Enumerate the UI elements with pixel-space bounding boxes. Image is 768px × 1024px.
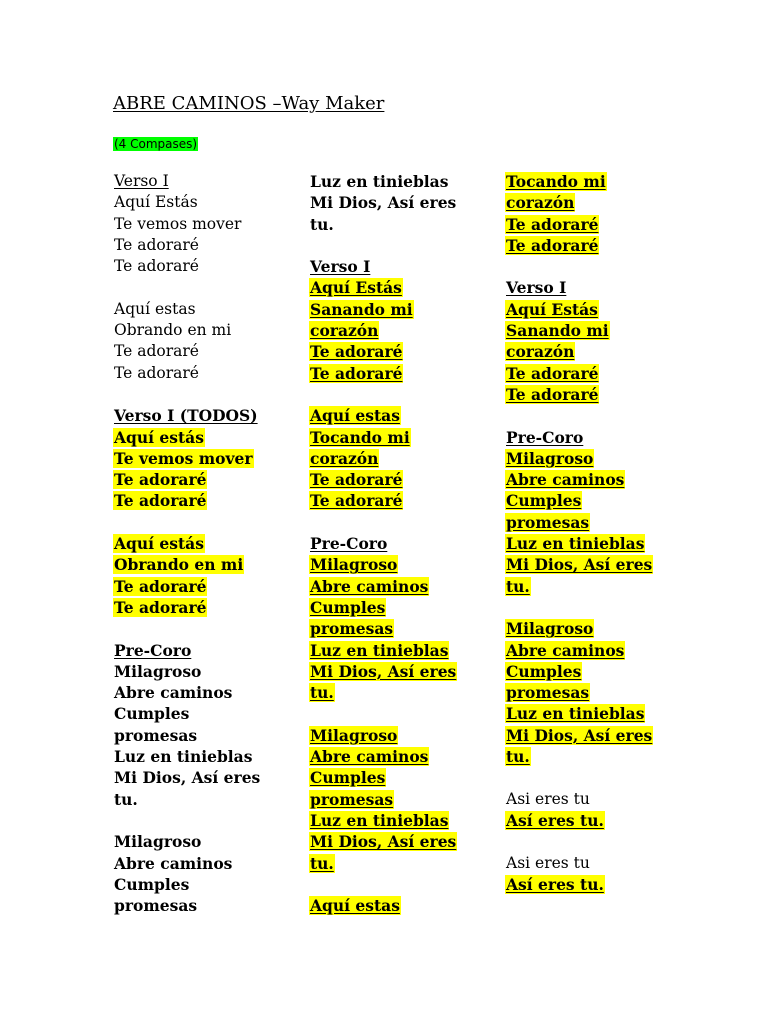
lyric-line xyxy=(505,640,695,661)
lyric-line xyxy=(113,214,303,235)
lyric-line xyxy=(505,512,695,533)
lyric-text: Te adoraré xyxy=(506,235,599,255)
lyric-text: Aquí estas xyxy=(310,406,400,426)
lyric-text: Te adoraré xyxy=(114,342,199,361)
blank-line xyxy=(113,384,303,405)
blank-line xyxy=(113,618,303,639)
lyric-text: Aquí Estás xyxy=(310,278,402,298)
lyric-text: Mi Dios, Así eres xyxy=(310,661,457,681)
lyric-text: Asi eres tu xyxy=(506,789,590,808)
blank-line xyxy=(505,256,695,277)
lyric-line xyxy=(309,661,499,682)
lyric-text: Cumples xyxy=(114,874,190,894)
lyric-text: Te vemos mover xyxy=(114,214,242,233)
blank-line xyxy=(309,874,499,895)
lyric-text: Mi Dios, Así eres xyxy=(310,193,457,213)
lyric-text: Aquí estas xyxy=(310,896,400,916)
lyric-text: Milagroso xyxy=(506,619,594,639)
lyric-text: Obrando en mi xyxy=(114,555,244,575)
lyric-line xyxy=(309,341,499,362)
blank-line xyxy=(309,384,499,405)
lyric-text: corazón xyxy=(506,193,575,213)
lyric-line xyxy=(113,363,303,384)
lyric-text: Abre caminos xyxy=(310,747,429,767)
lyric-line xyxy=(113,235,303,256)
lyric-text: Aquí Estás xyxy=(114,193,198,212)
lyric-line xyxy=(309,554,499,575)
blank-line xyxy=(505,831,695,852)
lyric-line xyxy=(505,320,695,341)
lyric-line xyxy=(505,341,695,362)
section-heading xyxy=(309,533,499,554)
measures-note: (4 Compases) xyxy=(114,137,198,151)
lyric-line xyxy=(113,874,303,895)
lyric-line xyxy=(505,661,695,682)
lyric-text: Luz en tinieblas xyxy=(114,747,253,767)
lyric-line xyxy=(113,448,303,469)
lyric-text: Tocando mi xyxy=(506,172,606,191)
lyric-line xyxy=(113,576,303,597)
lyric-text: promesas xyxy=(506,683,590,703)
lyric-text: Verso I (TODOS) xyxy=(114,406,258,426)
lyric-line xyxy=(505,874,695,895)
lyric-text: Pre-Coro xyxy=(114,640,192,660)
lyric-text: Cumples xyxy=(310,768,386,788)
lyric-line xyxy=(505,299,695,320)
lyric-line xyxy=(505,192,695,213)
lyric-text: promesas xyxy=(506,512,590,532)
lyric-line xyxy=(113,895,303,916)
lyric-text: Te adoraré xyxy=(506,363,599,383)
lyric-text: Aquí estás xyxy=(114,427,204,447)
lyric-text: Abre caminos xyxy=(506,640,625,660)
lyric-text: corazón xyxy=(310,321,379,341)
lyric-line xyxy=(309,853,499,874)
lyric-line xyxy=(309,490,499,511)
lyric-text: Abre caminos xyxy=(114,853,233,873)
lyric-text: Verso I xyxy=(310,257,371,277)
lyric-text: tu. xyxy=(506,747,530,767)
blank-line xyxy=(113,277,303,298)
lyric-text: corazón xyxy=(506,342,575,362)
blank-line xyxy=(505,767,695,788)
lyric-line xyxy=(113,831,303,852)
lyric-text: Aquí Estás xyxy=(506,299,598,319)
lyric-text: tu. xyxy=(310,214,334,234)
lyric-text: Te adoraré xyxy=(114,491,207,511)
lyric-text: promesas xyxy=(310,619,394,639)
lyric-text: Sanando mi xyxy=(506,321,609,341)
lyric-text: Te vemos mover xyxy=(114,448,253,468)
lyric-line xyxy=(113,682,303,703)
lyrics-column-1 xyxy=(113,171,303,916)
lyric-line xyxy=(309,682,499,703)
blank-line xyxy=(505,597,695,618)
blank-line xyxy=(113,810,303,831)
lyric-text: Luz en tinieblas xyxy=(310,172,449,191)
lyric-line xyxy=(505,214,695,235)
lyric-line xyxy=(505,810,695,831)
lyric-line xyxy=(309,448,499,469)
lyric-text: Milagroso xyxy=(506,448,594,468)
lyric-text: Te adoraré xyxy=(114,257,199,276)
lyric-line xyxy=(113,703,303,724)
lyric-text: Obrando en mi xyxy=(114,321,232,340)
lyric-line xyxy=(113,554,303,575)
lyric-line xyxy=(113,490,303,511)
section-heading xyxy=(309,256,499,277)
lyric-line xyxy=(505,533,695,554)
blank-line xyxy=(309,235,499,256)
lyric-line xyxy=(309,810,499,831)
lyric-line xyxy=(505,618,695,639)
lyric-line xyxy=(309,767,499,788)
lyric-text: Verso I xyxy=(506,278,567,298)
lyric-line xyxy=(309,192,499,213)
lyrics-column-2 xyxy=(309,171,499,916)
lyric-line xyxy=(113,746,303,767)
lyric-line xyxy=(505,384,695,405)
lyric-text: Cumples xyxy=(114,704,190,724)
lyric-text: Asi eres tu xyxy=(506,853,590,872)
lyric-line xyxy=(309,597,499,618)
lyric-line xyxy=(113,661,303,682)
lyric-line xyxy=(505,469,695,490)
lyric-text: corazón xyxy=(310,448,379,468)
section-heading xyxy=(505,277,695,298)
lyric-text: promesas xyxy=(310,789,394,809)
lyric-text: Milagroso xyxy=(114,661,202,681)
lyric-line xyxy=(113,256,303,277)
lyric-line xyxy=(113,533,303,554)
lyric-line xyxy=(309,277,499,298)
blank-line xyxy=(309,512,499,533)
lyric-line xyxy=(113,767,303,788)
lyric-line xyxy=(113,299,303,320)
lyric-text: Luz en tinieblas xyxy=(310,810,449,830)
lyric-text: Luz en tinieblas xyxy=(310,640,449,660)
lyric-text: Aquí estas xyxy=(114,299,196,318)
lyric-text: Aquí estás xyxy=(114,534,204,554)
lyric-text: Te adoraré xyxy=(114,363,199,382)
section-heading xyxy=(113,640,303,661)
lyric-text: Cumples xyxy=(310,597,386,617)
lyric-line xyxy=(505,725,695,746)
lyric-line xyxy=(505,448,695,469)
lyric-text: tu. xyxy=(310,853,334,873)
lyric-line xyxy=(309,746,499,767)
lyric-text: Así eres tu. xyxy=(506,810,604,830)
lyric-line xyxy=(309,469,499,490)
lyric-line xyxy=(309,299,499,320)
lyric-text: Te adoraré xyxy=(506,384,599,404)
lyric-text: Pre-Coro xyxy=(310,534,388,554)
lyric-line xyxy=(309,427,499,448)
lyric-line xyxy=(505,490,695,511)
lyric-text: tu. xyxy=(506,576,530,596)
lyric-text: Milagroso xyxy=(310,555,398,575)
lyric-line xyxy=(309,640,499,661)
lyric-text: Te adoraré xyxy=(310,363,403,383)
lyric-text: Pre-Coro xyxy=(506,427,584,447)
lyric-line xyxy=(505,363,695,384)
lyric-line xyxy=(505,554,695,575)
lyric-line xyxy=(113,853,303,874)
lyric-line xyxy=(113,192,303,213)
lyric-text: Milagroso xyxy=(310,725,398,745)
lyric-text: Abre caminos xyxy=(506,470,625,490)
lyric-text: Cumples xyxy=(506,491,582,511)
lyric-text: Verso I xyxy=(114,172,169,190)
lyric-text: Te adoraré xyxy=(506,214,599,234)
lyric-line xyxy=(309,789,499,810)
document-title: ABRE CAMINOS –Way Maker xyxy=(113,93,385,114)
lyric-line xyxy=(309,725,499,746)
lyric-line xyxy=(309,831,499,852)
section-heading xyxy=(113,171,303,192)
lyric-text: Te adoraré xyxy=(310,342,403,362)
section-heading xyxy=(113,405,303,426)
lyric-text: Así eres tu. xyxy=(506,874,604,894)
lyric-line xyxy=(113,597,303,618)
lyric-text: Abre caminos xyxy=(310,576,429,596)
lyric-text: Luz en tinieblas xyxy=(506,704,645,724)
lyric-text: tu. xyxy=(310,683,334,703)
lyric-text: Te adoraré xyxy=(114,576,207,596)
lyric-line xyxy=(113,341,303,362)
lyric-text: promesas xyxy=(114,725,198,745)
lyric-line xyxy=(309,363,499,384)
lyric-line xyxy=(505,171,695,192)
blank-line xyxy=(505,405,695,426)
lyric-line xyxy=(309,320,499,341)
lyric-text: Te adoraré xyxy=(114,470,207,490)
lyric-text: Te adoraré xyxy=(310,470,403,490)
lyric-text: promesas xyxy=(114,896,198,916)
lyric-line xyxy=(309,895,499,916)
section-heading xyxy=(505,427,695,448)
lyric-line xyxy=(505,853,695,874)
lyric-line xyxy=(113,427,303,448)
lyric-text: Te adoraré xyxy=(114,597,207,617)
lyric-text: Luz en tinieblas xyxy=(506,534,645,554)
lyric-line xyxy=(113,469,303,490)
lyric-text: Sanando mi xyxy=(310,299,413,319)
lyric-line xyxy=(505,703,695,724)
lyric-text: Milagroso xyxy=(114,832,202,852)
lyric-line xyxy=(505,746,695,767)
blank-line xyxy=(113,512,303,533)
lyric-line xyxy=(505,235,695,256)
lyric-text: Te adoraré xyxy=(310,491,403,511)
lyric-line xyxy=(505,682,695,703)
blank-line xyxy=(309,703,499,724)
lyric-text: Mi Dios, Así eres xyxy=(506,725,653,745)
lyric-text: Mi Dios, Así eres xyxy=(114,768,261,788)
lyric-line xyxy=(113,789,303,810)
lyric-line xyxy=(309,171,499,192)
lyric-line xyxy=(309,214,499,235)
lyric-text: tu. xyxy=(114,789,138,809)
lyric-line xyxy=(505,789,695,810)
lyric-text: Tocando mi xyxy=(310,427,410,447)
lyric-line xyxy=(309,576,499,597)
lyric-text: Te adoraré xyxy=(114,235,199,254)
lyric-text: Abre caminos xyxy=(114,683,233,703)
lyric-line xyxy=(113,725,303,746)
lyric-line xyxy=(309,618,499,639)
lyrics-column-3 xyxy=(505,171,695,895)
lyric-text: Cumples xyxy=(506,661,582,681)
lyric-line xyxy=(309,405,499,426)
lyric-text: Mi Dios, Así eres xyxy=(310,832,457,852)
lyric-line xyxy=(505,576,695,597)
lyric-line xyxy=(113,320,303,341)
lyric-text: Mi Dios, Así eres xyxy=(506,555,653,575)
